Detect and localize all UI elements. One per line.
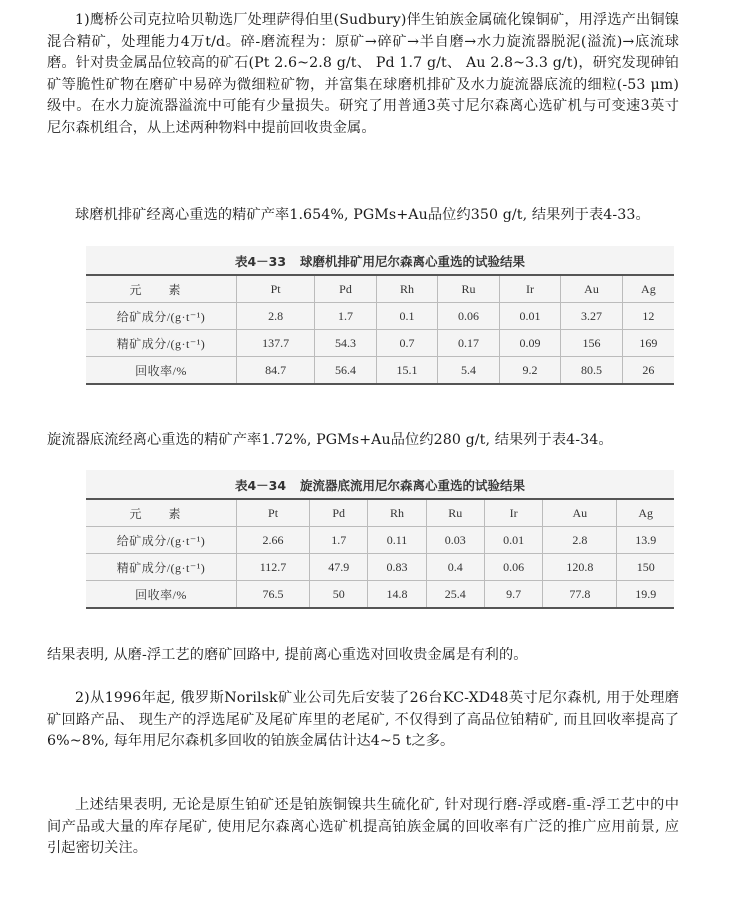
table-cell: 47.9	[310, 554, 368, 581]
header-cell: Pd	[310, 499, 368, 527]
row-label: 给矿成分/(g·t⁻¹)	[86, 303, 237, 330]
table-cell: 1.7	[310, 527, 368, 554]
header-cell: Ru	[438, 275, 500, 303]
table-cell: 13.9	[617, 527, 674, 554]
table-cell: 0.01	[499, 303, 561, 330]
table-cell: 1.7	[315, 303, 377, 330]
table-cell: 0.06	[438, 303, 500, 330]
table-cell: 2.8	[237, 303, 315, 330]
table-header-row	[86, 499, 674, 527]
table-cell: 19.9	[635, 586, 657, 601]
header-cell: Rh	[376, 275, 438, 303]
header-cell: Rh	[368, 499, 426, 527]
table-4-34	[86, 470, 674, 609]
table-cell: 169	[622, 330, 674, 357]
table-caption	[86, 474, 674, 498]
table-cell: 0.01	[484, 527, 542, 554]
table-title: 球磨机排矿用尼尔森离心重选的试验结果	[300, 254, 526, 269]
table-number: 表4－34	[234, 478, 287, 493]
row-label: 精矿成分/(g·t⁻¹)	[86, 554, 237, 581]
paragraph-1: 1)鹰桥公司克拉哈贝勒选厂处理萨得伯里(Sudbury)伴生铂族金属硫化镍铜矿，用浮选产出铜镍混合精矿，处理能力4万t/d。碎-磨流程为：原矿→碎矿→半自磨→水力旋流器脱泥(溢流)→底流球磨。针对贵金属品位较高的矿石(Pt 2.6~2.8 g/t、 Pd 1.7 g/t、 Au 2.8~3.3 g/t)，研究发现砷铂矿等脆性矿物在磨矿中易碎为微细粒矿物，并富集在球磨机排矿及水力旋流器底流的细粒(-53 μm)级中。在水力旋流器溢流中可能有少量损失。研究了用普通3英寸尼尔森离心选矿机与可变速3英寸尼尔森机组合，从上述两种物料中提前回收贵金属。	[47, 12, 679, 136]
header-cell: Pt	[237, 499, 310, 527]
header-cell: Ag	[617, 499, 674, 527]
table-cell: 2.8	[543, 527, 617, 554]
table-number: 表4－33	[234, 254, 287, 269]
table-cell: 0.03	[426, 527, 484, 554]
table-cell: 120.8	[543, 554, 617, 581]
table-cell: 77.8	[543, 581, 617, 609]
table-row	[86, 330, 674, 357]
table-cell: 0.11	[368, 527, 426, 554]
table-cell: 0.4	[426, 554, 484, 581]
table-cell: 56.4	[315, 357, 377, 385]
table-cell: 80.5	[561, 357, 623, 385]
table-row	[86, 581, 674, 609]
header-cell: Au	[561, 275, 623, 303]
header-cell: 元 素	[86, 499, 237, 527]
header-cell: Ag	[622, 275, 674, 303]
table-cell: 3.27	[561, 303, 623, 330]
table-cell: 9.2	[499, 357, 561, 385]
table-row	[86, 554, 674, 581]
table-cell: 0.7	[376, 330, 438, 357]
table-cell: 26	[642, 362, 655, 377]
table-cell: 0.83	[368, 554, 426, 581]
data-table	[86, 274, 674, 385]
table-title: 旋流器底流用尼尔森离心重选的试验结果	[300, 478, 526, 493]
table-cell: 0.17	[438, 330, 500, 357]
header-cell: Pt	[237, 275, 315, 303]
table-cell: 12	[622, 303, 674, 330]
table-cell: 150	[617, 554, 674, 581]
table-cell: 112.7	[237, 554, 310, 581]
paragraph-3: 旋流器底流经离心重选的精矿产率1.72%, PGMs+Au品位约280 g/t, 结果列于表4-34。	[47, 432, 613, 448]
table-cell: 50	[310, 581, 368, 609]
row-label: 回收率/%	[86, 581, 237, 609]
table-cell: 15.1	[376, 357, 438, 385]
table-cell: 156	[561, 330, 623, 357]
table-row	[86, 527, 674, 554]
row-label: 给矿成分/(g·t⁻¹)	[86, 527, 237, 554]
header-cell: Au	[543, 499, 617, 527]
header-cell: Ir	[499, 275, 561, 303]
table-header-row	[86, 275, 674, 303]
paragraph-5: 2)从1996年起, 俄罗斯Norilsk矿业公司先后安装了26台KC-XD48英寸尼尔森机, 用于处理磨矿回路产品、 现生产的浮选尾矿及尾矿库里的老尾矿, 不仅得到了高品位铂精矿, 而且回收率提高了6%~8%, 每年用尼尔森机多回收的铂族金属估计达4~5 t之多。	[47, 690, 679, 749]
table-caption	[86, 250, 674, 274]
table-cell: 76.5	[237, 581, 310, 609]
table-cell: 0.06	[484, 554, 542, 581]
paragraph-6: 上述结果表明, 无论是原生铂矿还是铂族铜镍共生硫化矿, 针对现行磨-浮或磨-重-浮工艺中的中间产品或大量的库存尾矿, 使用尼尔森离心选矿机提高铂族金属的回收率有广泛的推广应用前景, 应引起密切关注。	[47, 797, 679, 856]
table-4-33	[86, 246, 674, 385]
header-cell: Ir	[484, 499, 542, 527]
table-cell: 54.3	[315, 330, 377, 357]
row-label: 精矿成分/(g·t⁻¹)	[86, 330, 237, 357]
table-cell: 0.1	[376, 303, 438, 330]
table-cell: 5.4	[438, 357, 500, 385]
table-cell: 137.7	[237, 330, 315, 357]
paragraph-2: 球磨机排矿经离心重选的精矿产率1.654%, PGMs+Au品位约350 g/t, 结果列于表4-33。	[75, 207, 650, 223]
row-label: 回收率/%	[86, 357, 237, 385]
header-cell: Ru	[426, 499, 484, 527]
paragraph-4: 结果表明, 从磨-浮工艺的磨矿回路中, 提前离心重选对回收贵金属是有利的。	[47, 647, 528, 663]
table-cell: 84.7	[237, 357, 315, 385]
table-cell: 2.66	[237, 527, 310, 554]
table-row	[86, 357, 674, 385]
header-cell: 元 素	[86, 275, 237, 303]
table-row	[86, 303, 674, 330]
table-cell: 25.4	[426, 581, 484, 609]
data-table	[86, 498, 674, 609]
header-cell: Pd	[315, 275, 377, 303]
table-cell: 14.8	[368, 581, 426, 609]
table-cell: 9.7	[484, 581, 542, 609]
table-cell: 0.09	[499, 330, 561, 357]
